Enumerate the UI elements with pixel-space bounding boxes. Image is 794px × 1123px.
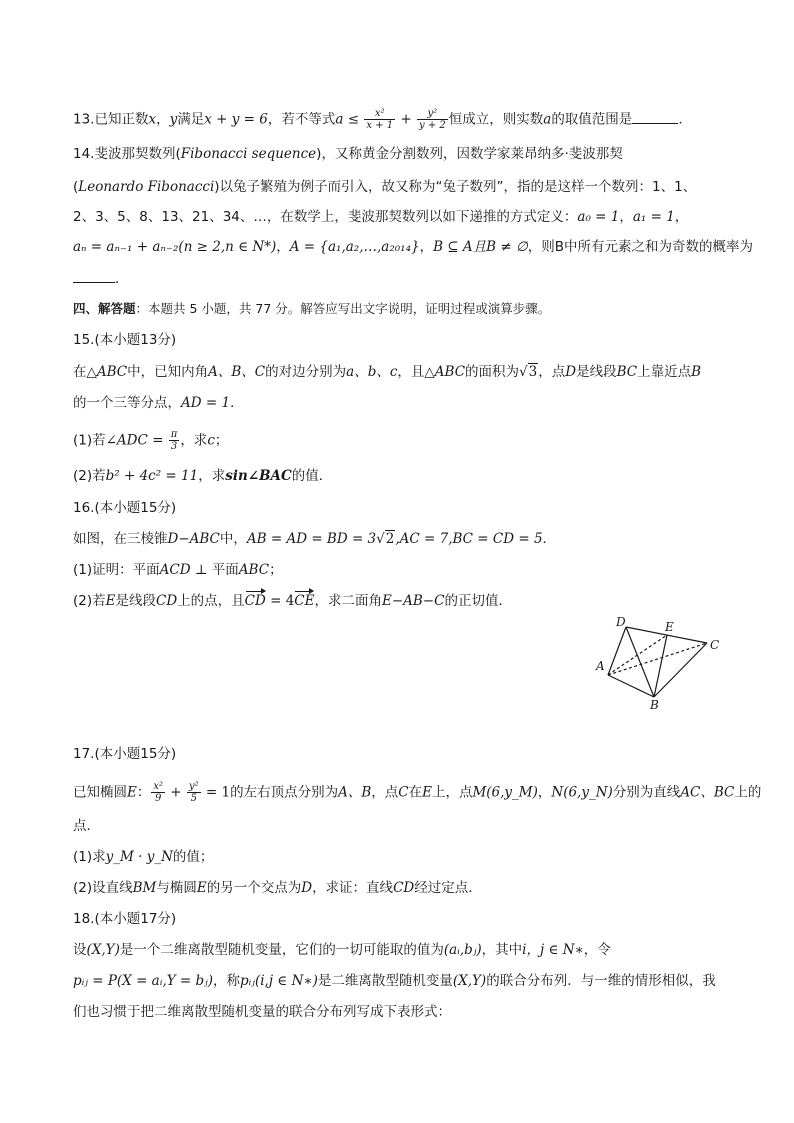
q17-fraction-1 <box>151 781 165 804</box>
q17-text: 上，点 <box>431 784 473 801</box>
q15-math: D <box>565 364 577 380</box>
q17-text: ： <box>136 784 151 801</box>
q15-text: ，求 <box>198 468 226 484</box>
q17-text: 点． <box>73 818 100 834</box>
q17-line-1 <box>73 781 762 804</box>
q13-var-x: x <box>148 111 157 128</box>
q15-math: AD = 1 <box>181 395 231 411</box>
q18-text: ，其中 <box>481 942 523 958</box>
q17-math: = 1 <box>201 784 231 801</box>
q18-text: 的联合分布列．与一维的情形相似，我 <box>486 973 716 989</box>
q14-text: ， <box>419 239 434 255</box>
q18-header-text: 18.(本小题17分) <box>73 911 177 927</box>
q17-math: y_M · y_N <box>105 849 173 865</box>
q15-text: (2)若 <box>73 468 106 484</box>
q15-text: ，点 <box>538 364 566 380</box>
vertex-label-a: A <box>596 659 605 673</box>
q14-english-term: Fibonacci sequence <box>180 146 317 162</box>
q18-text: ，称 <box>213 973 241 989</box>
q14-text: ，则B中所有元素之和为奇数的概率为 <box>527 239 753 255</box>
q16-math: ABC <box>238 562 270 578</box>
q17-header-text: 17.(本小题15分) <box>73 746 177 762</box>
q15-sqrt: √3 <box>519 364 538 380</box>
answer-blank <box>632 109 678 124</box>
q15-line-1 <box>73 362 734 382</box>
q15-text: (1)若 <box>73 432 106 449</box>
q13-fraction-1 <box>364 108 395 131</box>
q15-math: BC <box>616 364 638 380</box>
tetrahedron-figure <box>595 612 735 712</box>
q17-header <box>73 744 734 764</box>
question-14-line-3 <box>73 207 734 227</box>
q14-text: ( <box>73 179 79 195</box>
q16-text: ； <box>269 562 283 578</box>
q16-math: CD <box>155 593 178 609</box>
q16-text: 的正切值． <box>444 593 512 609</box>
section-label: 四、解答题 <box>73 301 136 316</box>
segment-ae-hidden <box>608 635 667 675</box>
q15-text: 的面积为 <box>465 364 520 380</box>
q17-math: C <box>398 784 409 801</box>
q16-part-2 <box>73 591 734 611</box>
q15-text: 在 <box>73 364 87 380</box>
q18-text: 是一个二维离散型随机变量，它们的一切可能取的值为 <box>119 942 444 958</box>
vertex-label-d: D <box>616 615 626 629</box>
q16-text: (2)若 <box>73 593 106 609</box>
sqrt-radicand: 2 <box>385 531 395 547</box>
q15-text: ，求 <box>180 432 208 449</box>
q18-math: pᵢⱼ(i,j ∈ N∗) <box>240 973 318 989</box>
section-heading <box>73 299 734 319</box>
q16-text: ，求二面角 <box>314 593 382 609</box>
q15-line-2 <box>73 393 734 413</box>
q17-text: ，求证：直线 <box>312 880 394 896</box>
sqrt-radicand: 3 <box>528 364 538 380</box>
q15-text: ． <box>230 395 244 411</box>
q17-plus-sign: + <box>166 784 186 801</box>
q17-fraction-2 <box>187 781 201 804</box>
q17-math: E <box>127 784 137 801</box>
q13-fraction-2 <box>417 108 448 131</box>
q17-text: (2)设直线 <box>73 880 133 896</box>
q14-set-b: B ⊆ A且B ≠ ∅ <box>433 239 528 255</box>
q17-text: 在 <box>408 784 423 801</box>
fraction-denominator: 3 <box>170 441 178 452</box>
q14-text: ， <box>619 209 633 225</box>
q15-text: 是线段 <box>576 364 617 380</box>
q17-math: BM <box>132 880 157 896</box>
q16-text: 平面 <box>211 562 239 578</box>
q14-english-name: Leonardo Fibonacci <box>78 179 215 195</box>
vertex-label-e: E <box>665 620 674 634</box>
fraction-numerator: y² <box>417 108 448 120</box>
q18-line-3 <box>73 1002 734 1022</box>
q14-text: ． <box>115 271 129 287</box>
q17-text: 的左右顶点分别为 <box>230 784 339 801</box>
q13-text: 的取值范围是 <box>551 111 633 128</box>
q16-text: 是线段 <box>115 593 156 609</box>
q16-header <box>73 498 734 518</box>
question-14-line-4 <box>73 237 753 257</box>
q13-var-y: y <box>169 111 178 128</box>
q15-text: 中，已知内角 <box>127 364 209 380</box>
q14-initial-a1: a₁ = 1 <box>632 209 675 225</box>
q17-math: E <box>196 880 207 896</box>
q15-header-text: 15.(本小题13分) <box>73 332 177 348</box>
q15-text: ； <box>214 432 229 449</box>
q17-text: 分别为直线 <box>612 784 681 801</box>
q17-line-2 <box>73 816 734 836</box>
q14-text: 2、3、5、8、13、21、34、…，在数学上，斐波那契数列以如下递推的方式定义： <box>73 209 578 225</box>
q17-math: E <box>422 784 432 801</box>
q16-math: ,AC = 7,BC = CD = 5 <box>395 531 543 547</box>
q13-text: 满足 <box>177 111 205 128</box>
q16-perp-sign: ⊥ <box>190 562 212 578</box>
question-13 <box>73 108 734 131</box>
q13-var-a: a <box>335 111 344 128</box>
q14-text: )，又称黄金分割数列，因数学家莱昂纳多·斐波那契 <box>316 146 623 162</box>
q16-line-1 <box>73 529 734 549</box>
q16-sqrt: √2 <box>376 531 395 547</box>
q15-part-1 <box>73 429 734 452</box>
fraction-numerator: y² <box>188 781 199 792</box>
q13-var-a: a <box>543 111 552 128</box>
q18-math: (X,Y) <box>452 973 487 989</box>
q15-fraction <box>169 429 180 452</box>
edge-db <box>626 627 654 697</box>
q16-vector-cd: CD <box>244 593 266 609</box>
q15-text: 的对边分别为 <box>265 364 347 380</box>
fraction-denominator: 9 <box>155 793 162 804</box>
q16-part-1 <box>73 560 734 580</box>
q13-equation: x + y = 6 <box>204 111 268 128</box>
q13-text: ． <box>678 111 692 128</box>
q16-text: ． <box>542 531 557 547</box>
question-14-line-1 <box>73 144 734 164</box>
q17-text: 已知椭圆 <box>73 784 127 801</box>
q15-math: △ABC <box>424 364 466 380</box>
q16-text: 如图，在三棱锥 <box>73 531 168 547</box>
q15-math: ∠ADC = <box>105 432 168 449</box>
q15-math: b² + 4c² = 11 <box>105 468 199 484</box>
q13-plus-sign: + <box>396 111 416 128</box>
q18-text: ，令 <box>583 942 611 958</box>
segment-eb <box>654 635 667 697</box>
q14-recurrence: aₙ = aₙ₋₁ + aₙ₋₂(n ≥ 2,n ∈ N*) <box>73 239 277 255</box>
q14-text: ， <box>276 239 290 255</box>
fraction-denominator: x + 1 <box>366 120 394 131</box>
q13-text: 13.已知正数 <box>73 111 149 128</box>
q18-text: 们也习惯于把二维离散型随机变量的联合分布列写成下表形式： <box>73 1004 451 1020</box>
q16-math: E <box>105 593 116 609</box>
q15-header <box>73 330 734 350</box>
q17-math: AC、BC <box>680 784 735 801</box>
fraction-denominator: y + 2 <box>419 120 446 131</box>
q18-math: (X,Y) <box>86 942 120 958</box>
q15-math: sin∠BAC <box>225 468 292 484</box>
q15-math: a、b、c <box>346 364 398 380</box>
edge-da <box>608 627 626 675</box>
q17-part-2 <box>73 878 734 898</box>
q17-math: CD <box>393 880 415 896</box>
q18-math: pᵢⱼ = P(X = aᵢ,Y = bⱼ) <box>73 973 214 989</box>
q16-text: (1)证明：平面 <box>73 562 160 578</box>
q13-text: 恒成立，则实数 <box>448 111 544 128</box>
q17-part-1 <box>73 847 734 867</box>
q14-text: )以兔子繁殖为例子而引入，故又称为“兔子数列”，指的是这样一个数列：1、1、 <box>214 179 697 195</box>
q17-point-m: M(6,y_M) <box>472 784 538 801</box>
q17-text: ， <box>537 784 552 801</box>
q17-math: A、B <box>338 784 372 801</box>
q15-text: ，且 <box>397 364 425 380</box>
q18-line-2 <box>73 971 734 991</box>
q17-text: 的另一个交点为 <box>206 880 302 896</box>
q16-math: = 4 <box>265 593 295 609</box>
q15-math: c <box>207 432 215 449</box>
q17-point-n: N(6,y_N) <box>551 784 613 801</box>
q15-part-2 <box>73 466 734 486</box>
q18-text: 设 <box>73 942 87 958</box>
q16-vector-ce: CE <box>294 593 315 609</box>
q16-text: 中， <box>219 531 247 547</box>
section-instructions: ：本题共 5 小题，共 77 分。解答应写出文字说明，证明过程或演算步骤。 <box>135 301 551 316</box>
q17-text: 的值； <box>172 849 214 865</box>
q16-math: ACD <box>159 562 191 578</box>
q13-text: ，若不等式 <box>267 111 336 128</box>
q15-math: △ABC <box>86 364 128 380</box>
q16-header-text: 16.(本小题15分) <box>73 500 177 516</box>
q17-text: ，点 <box>371 784 399 801</box>
question-14-line-2 <box>73 177 734 197</box>
q18-text: 是二维离散型随机变量 <box>317 973 453 989</box>
q17-text: (1)求 <box>73 849 106 865</box>
q18-line-1 <box>73 940 734 960</box>
q13-text: ， <box>156 111 170 128</box>
q13-le-sign: ≤ <box>343 111 364 128</box>
q18-math: (aᵢ,bⱼ) <box>443 942 482 958</box>
q17-text: 与椭圆 <box>156 880 197 896</box>
vertex-label-b: B <box>650 698 659 712</box>
q18-math: i，j ∈ N∗ <box>522 942 584 958</box>
q16-math: D−ABC <box>167 531 220 547</box>
q15-text: 的值． <box>291 468 333 484</box>
fraction-numerator: π <box>170 429 178 440</box>
q14-set-a: A = {a₁,a₂,…,a₂₀₁₄} <box>289 239 420 255</box>
answer-blank <box>73 268 115 283</box>
q16-text: 上的点，且 <box>177 593 245 609</box>
q14-text: 14.斐波那契数列( <box>73 146 181 162</box>
q15-math: B <box>691 364 702 380</box>
q16-math: AB = AD = BD = 3 <box>246 531 377 547</box>
q16-math: E−AB−C <box>381 593 445 609</box>
q17-text: 上的 <box>734 784 762 801</box>
question-14-line-5 <box>73 268 734 289</box>
q17-text: 经过定点． <box>414 880 482 896</box>
q14-initial-a0: a₀ = 1 <box>577 209 620 225</box>
q17-math: D <box>301 880 313 896</box>
q15-text: 上靠近点 <box>637 364 692 380</box>
fraction-numerator: x² <box>364 108 395 120</box>
q15-math: A、B、C <box>208 364 266 380</box>
q18-header <box>73 909 734 929</box>
edge-ac-hidden <box>608 643 707 675</box>
fraction-denominator: 5 <box>190 793 197 804</box>
vertex-label-c: C <box>710 638 720 652</box>
fraction-numerator: x² <box>153 781 164 792</box>
edge-bc <box>654 643 707 697</box>
q15-text: 的一个三等分点， <box>73 395 181 411</box>
q14-text: ， <box>674 209 689 225</box>
